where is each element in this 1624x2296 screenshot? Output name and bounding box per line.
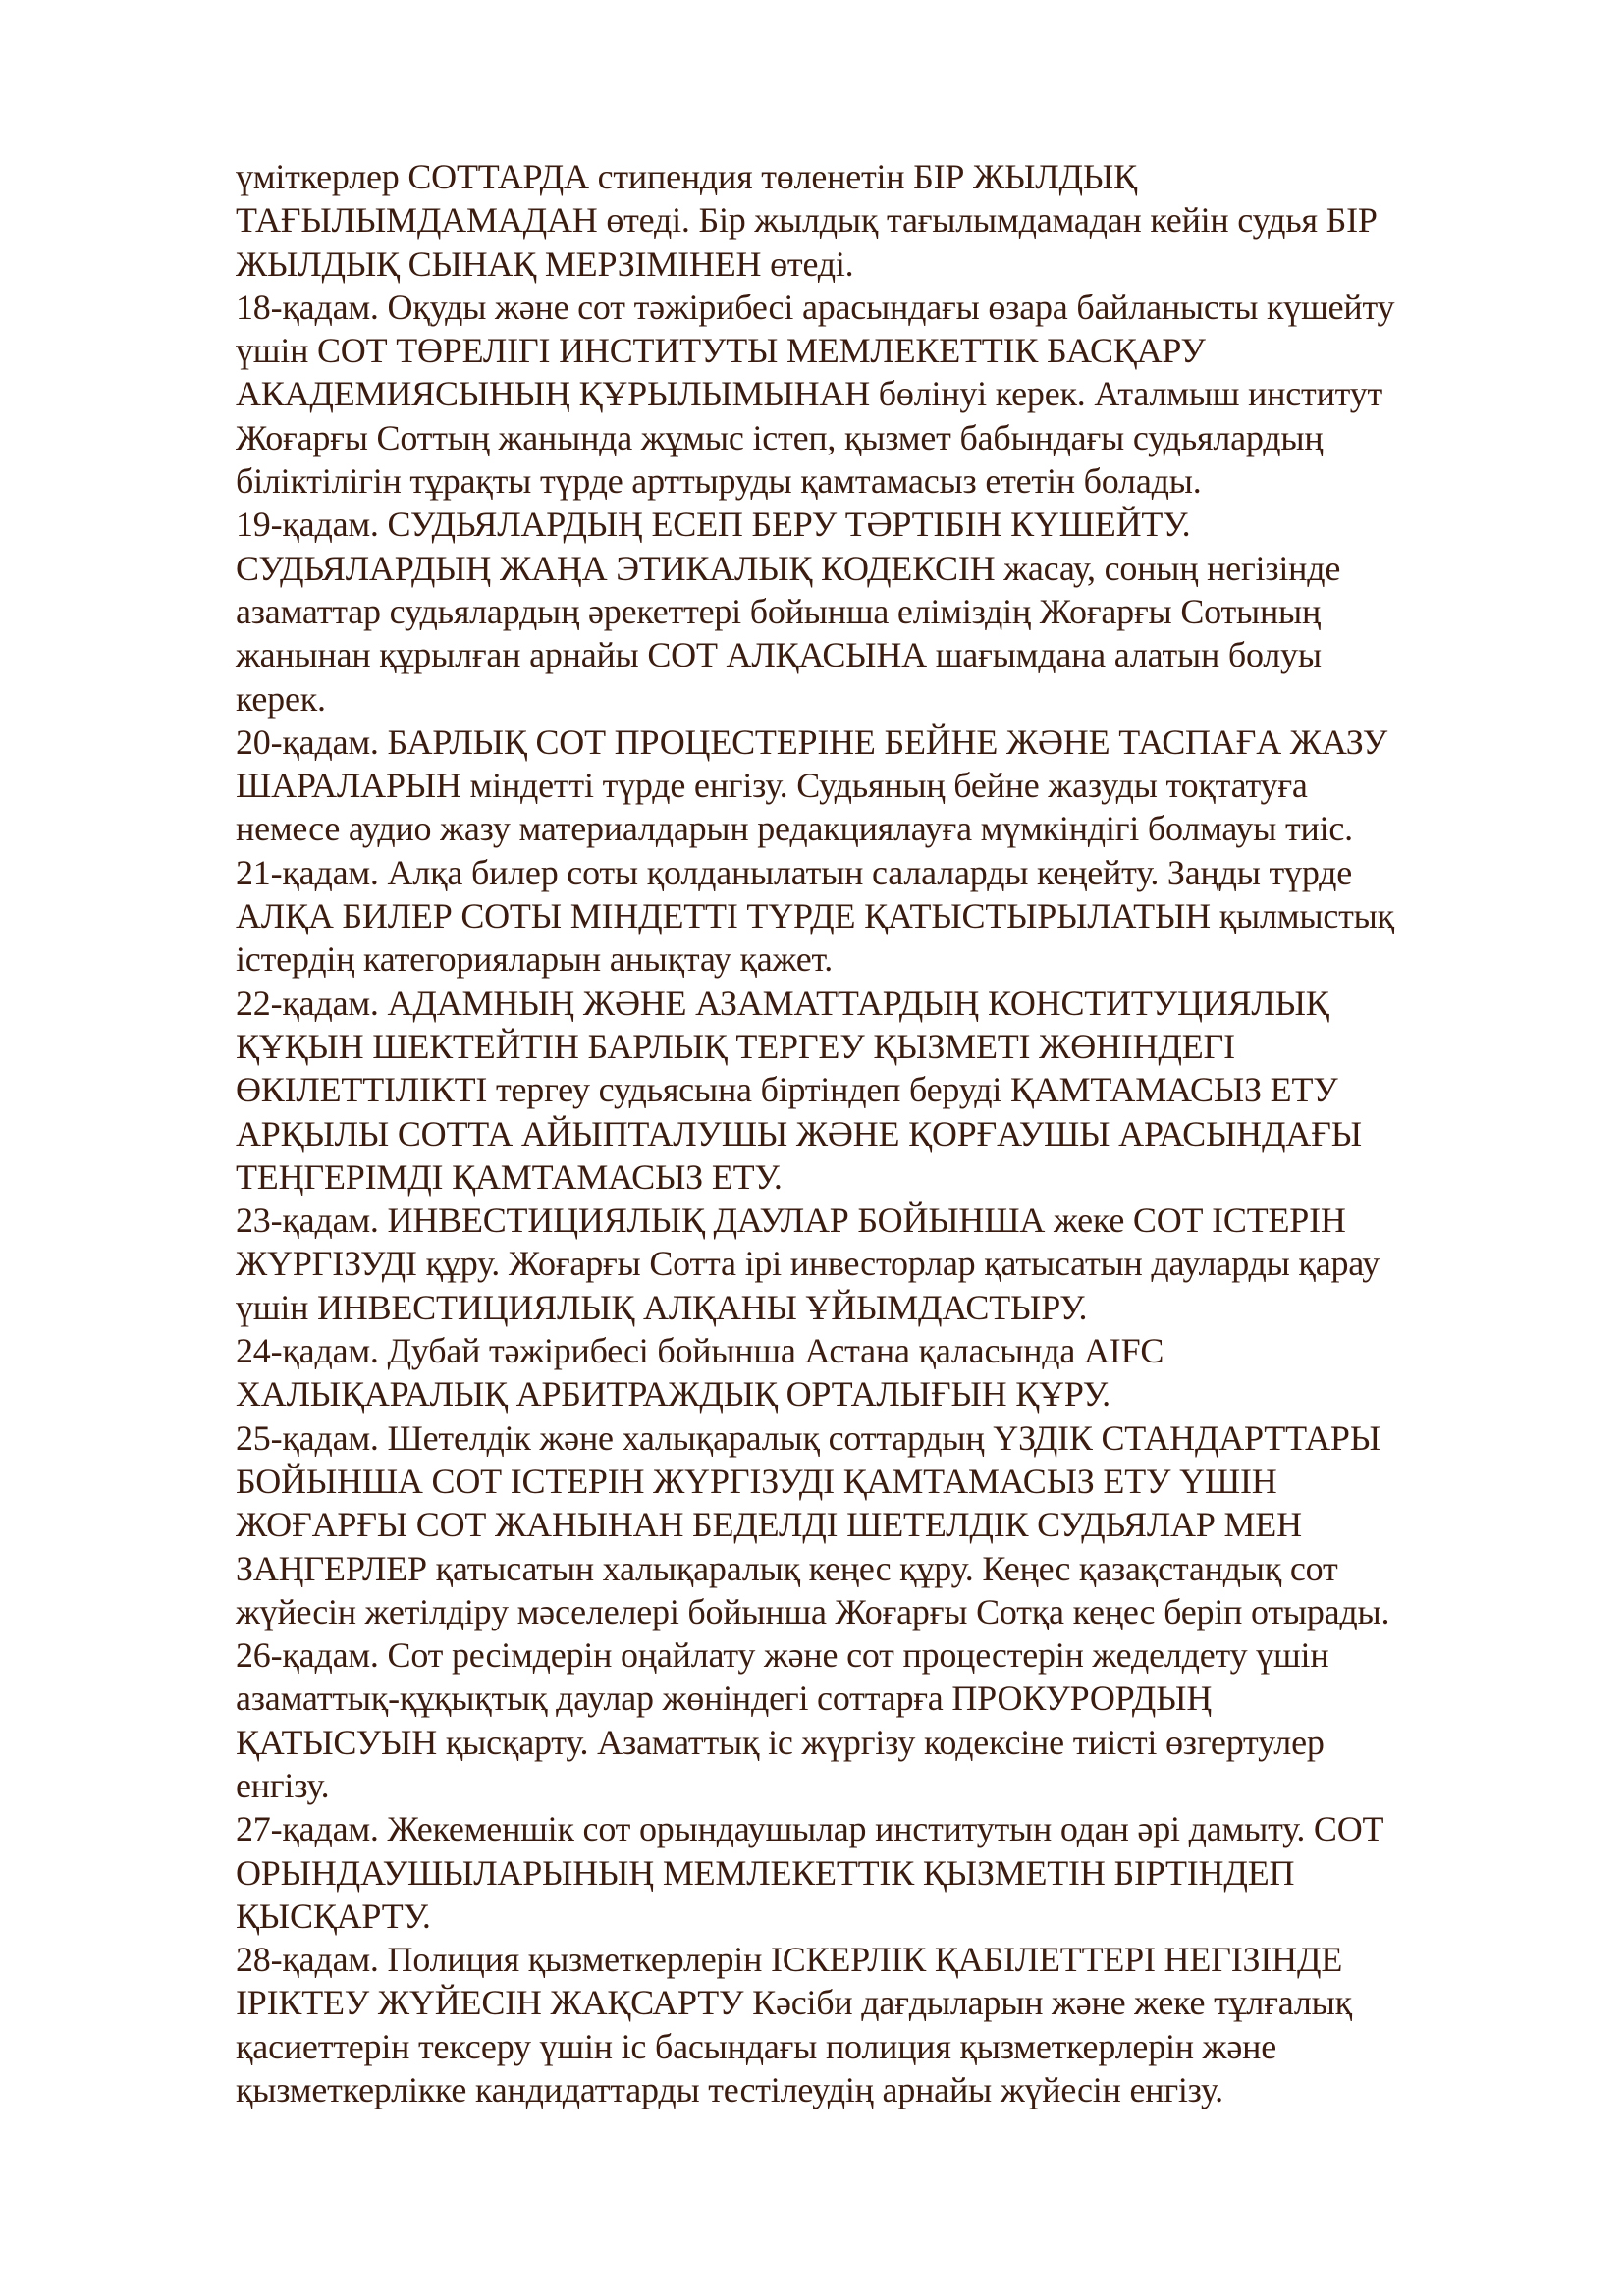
text-line: 20-қадам. БАРЛЫҚ СОТ ПРОЦЕСТЕРІНЕ БЕЙНЕ ЖӘНЕ ТАСПАҒА ЖАЗУ bbox=[236, 721, 1387, 762]
text-line: АКАДЕМИЯСЫНЫҢ ҚҰРЫЛЫМЫНАН бөлінуі керек. Аталмыш институт bbox=[236, 374, 1383, 414]
text-line: немесе аудио жазу материалдарын редакциялауға мүмкіндігі болмауы тиіс. bbox=[236, 809, 1353, 849]
text-line: Жоғарғы Соттың жанында жұмыс істеп, қызмет бабындағы судьялардың bbox=[236, 417, 1324, 457]
text-line: 25-қадам. Шетелдік және халықаралық соттардың ҮЗДІК СТАНДАРТТАРЫ bbox=[236, 1417, 1380, 1458]
text-line: ӨКІЛЕТТІЛІКТІ тергеу судьясына біртіндеп беруді ҚАМТАМАСЫЗ ЕТУ bbox=[236, 1070, 1338, 1110]
text-line: ҚЫСҚАРТУ. bbox=[236, 1896, 431, 1936]
text-line: БОЙЫНША СОТ ІСТЕРІН ЖҮРГІЗУДІ ҚАМТАМАСЫЗ ЕТУ ҮШІН bbox=[236, 1461, 1277, 1501]
text-line: жүйесін жетілдіру мәселелері бойынша Жоғарғы Сотқа кеңес беріп отырады. bbox=[236, 1591, 1390, 1631]
text-line: біліктілігін тұрақты түрде арттыруды қамтамасыз ететін болады. bbox=[236, 461, 1202, 502]
text-line: ЗАҢГЕРЛЕР қатысатын халықаралық кеңес құру. Кеңес қазақстандық сот bbox=[236, 1548, 1338, 1588]
text-line: үміткерлер СОТТАРДА стипендия төленетін БІР ЖЫЛДЫҚ bbox=[236, 157, 1137, 196]
text-line: істердің категорияларын анықтау қажет. bbox=[236, 939, 834, 980]
text-line: ІРІКТЕУ ЖҮЙЕСІН ЖАҚСАРТУ Кәсіби дағдыларын және жеке тұлғалық bbox=[236, 1983, 1352, 2023]
text-line: керек. bbox=[236, 678, 326, 719]
text-line: ШАРАЛАРЫН міндетті түрде енгізу. Судьяның бейне жазуды тоқтатуға bbox=[236, 766, 1308, 806]
text-line: АРҚЫЛЫ СОТТА АЙЫПТАЛУШЫ ЖӘНЕ ҚОРҒАУШЫ АРАСЫНДАҒЫ bbox=[236, 1113, 1362, 1153]
text-line: 27-қадам. Жекеменшік сот орындаушылар институтын одан әрі дамыту. СОТ bbox=[236, 1809, 1384, 1849]
document-page bbox=[236, 155, 1532, 2111]
text-line: енгізу. bbox=[236, 1765, 330, 1805]
text-line: ҚҰҚЫН ШЕКТЕЙТІН БАРЛЫҚ ТЕРГЕУ ҚЫЗМЕТІ ЖӨНІНДЕГІ bbox=[236, 1026, 1235, 1066]
text-line: қасиеттерін тексеру үшін іс басындағы полиция қызметкерлерін және bbox=[236, 2026, 1276, 2066]
text-line: ТАҒЫЛЫМДАМАДАН өтеді. Бір жылдық тағылымдамадан кейін судья БІР bbox=[236, 200, 1378, 240]
text-line: АЛҚА БИЛЕР СОТЫ МІНДЕТТІ ТҮРДЕ ҚАТЫСТЫРЫЛАТЫН қылмыстық bbox=[236, 896, 1394, 936]
text-line: азаматтық-құқықтық даулар жөніндегі соттарға ПРОКУРОРДЫҢ bbox=[236, 1679, 1213, 1719]
text-line: азаматтар судьялардың әрекеттері бойынша еліміздің Жоғарғы Сотының bbox=[236, 591, 1322, 631]
text-line: ЖОҒАРҒЫ СОТ ЖАНЫНАН БЕДЕЛДІ ШЕТЕЛДІК СУДЬЯЛАР МЕН bbox=[236, 1505, 1302, 1545]
text-line: ХАЛЫҚАРАЛЫҚ АРБИТРАЖДЫҚ ОРТАЛЫҒЫН ҚҰРУ. bbox=[236, 1374, 1110, 1415]
text-line: 19-қадам. СУДЬЯЛАРДЫҢ ЕСЕП БЕРУ ТӘРТІБІН КҮШЕЙТУ. bbox=[236, 505, 1191, 545]
text-line: 22-қадам. АДАМНЫҢ ЖӘНЕ АЗАМАТТАРДЫҢ КОНСТИТУЦИЯЛЫҚ bbox=[236, 983, 1329, 1023]
text-line: үшін СОТ ТӨРЕЛІГІ ИНСТИТУТЫ МЕМЛЕКЕТТІК БАСҚАРУ bbox=[236, 331, 1206, 371]
text-line: 18-қадам. Оқуды және сот тәжірибесі арасындағы өзара байланысты күшейту bbox=[236, 287, 1395, 327]
text-line: жанынан құрылған арнайы СОТ АЛҚАСЫНА шағымдана алатын болуы bbox=[236, 635, 1322, 675]
text-line: ҚАТЫСУЫН қысқарту. Азаматтық іс жүргізу кодексіне тиісті өзгертулер bbox=[236, 1722, 1325, 1762]
text-line: 23-қадам. ИНВЕСТИЦИЯЛЫҚ ДАУЛАР БОЙЫНША жеке СОТ ІСТЕРІН bbox=[236, 1201, 1346, 1241]
text-line: СУДЬЯЛАРДЫҢ ЖАҢА ЭТИКАЛЫҚ КОДЕКСІН жасау, соның негізінде bbox=[236, 548, 1341, 588]
text-line: 21-қадам. Алқа билер соты қолданылатын салаларды кеңейту. Заңды түрде bbox=[236, 852, 1353, 892]
text-line: 24-қадам. Дубай тәжірибесі бойынша Астана қаласында AIFC bbox=[236, 1331, 1164, 1371]
text-line: 26-қадам. Сот ресімдерін оңайлату және сот процестерін жеделдету үшін bbox=[236, 1635, 1329, 1676]
text-line: ОРЫНДАУШЫЛАРЫНЫҢ МЕМЛЕКЕТТІК ҚЫЗМЕТІН БІРТІНДЕП bbox=[236, 1852, 1295, 1893]
text-line: қызметкерлікке кандидаттарды тестілеудің арнайы жүйесін енгізу. bbox=[236, 2070, 1223, 2110]
text-line: ЖҮРГІЗУДІ құру. Жоғарғы Сотта ірі инвесторлар қатысатын дауларды қарау bbox=[236, 1244, 1380, 1284]
text-line: 28-қадам. Полиция қызметкерлерін ІСКЕРЛІК ҚАБІЛЕТТЕРІ НЕГІЗІНДЕ bbox=[236, 1940, 1343, 1980]
text-line: ЖЫЛДЫҚ СЫНАҚ МЕРЗІМІНЕН өтеді. bbox=[236, 243, 854, 284]
text-line: үшін ИНВЕСТИЦИЯЛЫҚ АЛҚАНЫ ҰЙЫМДАСТЫРУ. bbox=[236, 1287, 1088, 1327]
text-line: ТЕҢГЕРІМДІ ҚАМТАМАСЫЗ ЕТУ. bbox=[236, 1156, 783, 1197]
